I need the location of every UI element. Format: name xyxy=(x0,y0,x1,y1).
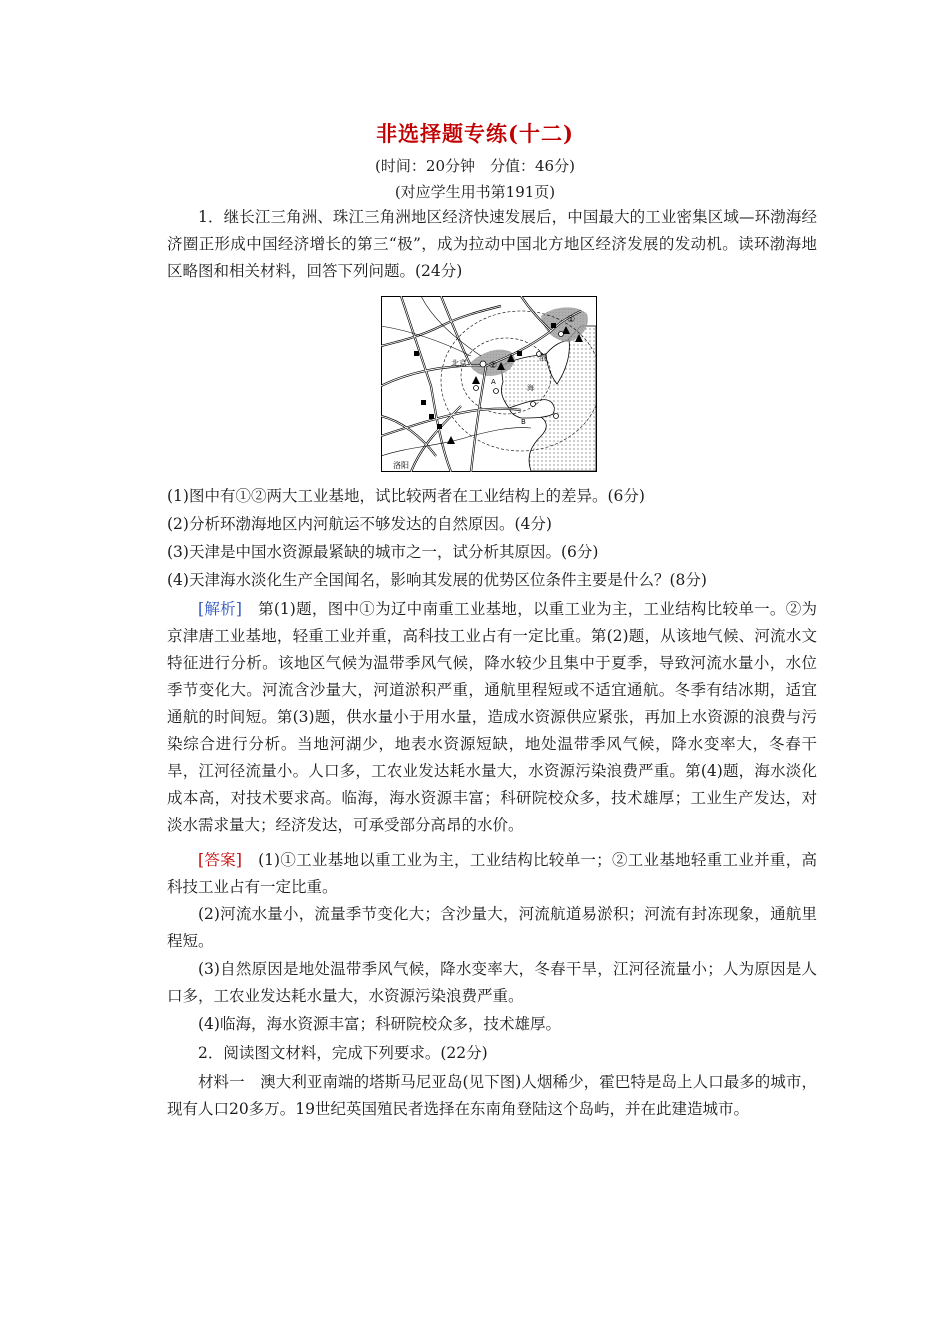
textbook-reference: (对应学生用书第191页) xyxy=(394,183,556,201)
time-score-line: (时间：20分钟 分值：46分) xyxy=(375,157,575,175)
question-1-sub-3: (3)天津是中国水资源最紧缺的城市之一，试分析其原因。(6分) xyxy=(167,543,599,561)
map-label-b: B xyxy=(521,418,526,426)
map-label-bo: 渤 xyxy=(539,353,547,362)
question-1-answer-2: (2)河流水量小，流量季节变化大；含沙量大，河流航道易淤积；河流有封冻现象，通航里程短。 xyxy=(167,905,817,950)
question-1-sub-4: (4)天津海水淡化生产全国闻名，影响其发展的优势区位条件主要是什么？(8分) xyxy=(167,571,707,589)
question-2-intro: 2．阅读图文材料，完成下列要求。(22分) xyxy=(198,1044,488,1062)
analysis-tag: [解析] xyxy=(198,600,242,618)
question-1-answer-4: (4)临海，海水资源丰富；科研院校众多，技术雄厚。 xyxy=(198,1015,561,1033)
question-2-material-1: 材料一 澳大利亚南端的塔斯马尼亚岛(见下图)人烟稀少，霍巴特是岛上人口最多的城市，现有人口20多万。19世纪英国殖民者选择在东南角登陆这个岛屿，并在此建造城市。 xyxy=(167,1073,817,1118)
question-1-sub-2: (2)分析环渤海地区内河航运不够发达的自然原因。(4分) xyxy=(167,515,552,533)
question-1-answer-1 xyxy=(167,847,817,901)
map-label-base-2: ② xyxy=(489,361,498,371)
map-label-a: A xyxy=(491,378,496,386)
page-title: 非选择题专练(十二) xyxy=(376,121,574,146)
answer-tag: [答案] xyxy=(198,851,242,869)
question-1-analysis xyxy=(167,596,817,839)
map-label-base-1: ① xyxy=(567,315,576,325)
question-1-answer-3: (3)自然原因是地处温带季风气候，降水变率大，冬春干旱，江河径流量小；人为原因是人口多，工农业发达耗水量大，水资源污染浪费严重。 xyxy=(167,960,817,1005)
map-label-hai: 海 xyxy=(527,384,534,392)
analysis-text: 第(1)题，图中①为辽中南重工业基地，以重工业为主，工业结构比较单一。②为京津唐工业基地，轻重工业并重，高科技工业占有一定比重。第(2)题，从该地气候、河流水文特征进行分析。该地区气候为温带季风气候，降水较少且集中于夏季，导致河流水量小，水位季节变化大。河流含沙量大，河道淤积严重，通航里程短或不适宜通航。冬季有结冰期，适宜通航的时间短。第(3)题，供水量小于用水量，造成水资源供应紧张，再加上水资源的浪费与污染综合进行分析。当地河湖少，地表水资源短缺，地处温带季风气候，降水变率大，冬春干旱，江河径流量小。人口多，工农业发达耗水量大，水资源污染浪费严重。第(4)题，海水淡化成本高，对技术要求高。临海，海水资源丰富；科研院校众多，技术雄厚；工业生产发达，对淡水需求量大；经济发达，可承受部分高昂的水价。 xyxy=(167,600,817,834)
question-1-sub-1: (1)图中有①②两大工业基地，试比较两者在工业结构上的差异。(6分) xyxy=(167,487,645,505)
map-label-beijing: 北京 xyxy=(451,359,467,368)
question-1-intro: 1．继长江三角洲、珠江三角洲地区经济快速发展后，中国最大的工业密集区域—环渤海经济圈正形成中国经济增长的第三“极”，成为拉动中国北方地区经济发展的发动机。读环渤海地区略图和相关材料，回答下列问题。(24分) xyxy=(167,208,817,280)
bohai-region-map xyxy=(381,296,597,472)
answer-1-text: (1)①工业基地以重工业为主，工业结构比较单一；②工业基地轻重工业并重，高科技工业占有一定比重。 xyxy=(167,851,817,896)
map-label-luoyang: 洛阳 xyxy=(393,461,409,470)
